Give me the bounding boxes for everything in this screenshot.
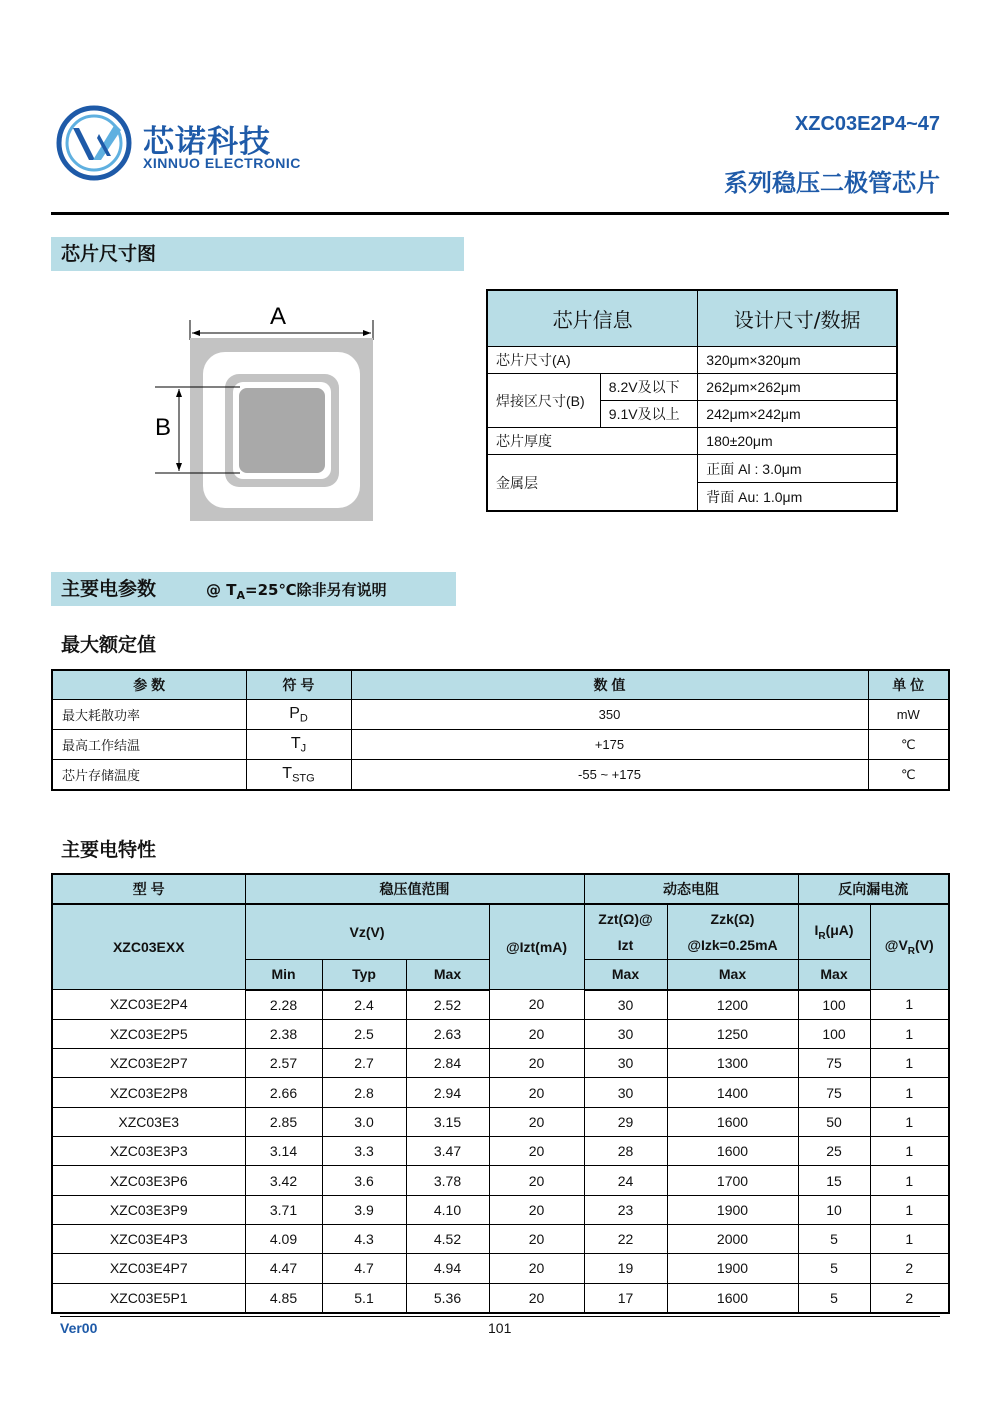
value-cell: 50 [798,1107,870,1136]
value-cell: 4.94 [406,1254,489,1283]
chip-size-section-title [51,237,464,271]
value-cell: 2.38 [245,1019,322,1048]
value-cell: 2000 [667,1224,798,1253]
info-header-value: 设计尺寸/数据 [698,290,897,347]
value-cell: 1600 [667,1107,798,1136]
value-cell: 22 [584,1224,667,1253]
value-cell: 1400 [667,1078,798,1107]
header-divider [51,212,949,215]
value-cell: 1200 [667,990,798,1020]
metal-back-value: 背面 Au: 1.0μm [698,483,897,512]
rating-header: 单 位 [868,670,949,700]
value-cell: 2.8 [322,1078,406,1107]
char-header-max: Max [798,960,870,990]
value-cell: 30 [584,1078,667,1107]
table-row [52,1137,949,1166]
char-header-max: Max [406,960,489,990]
model-cell: XZC03E5P1 [52,1283,245,1313]
value-cell: 1 [870,990,949,1020]
char-header-leakage: 反向漏电流 [798,874,949,904]
char-header-izt: @Izt(mA) [489,904,584,989]
value-cell: 30 [584,1049,667,1078]
value-cell: 19 [584,1254,667,1283]
rating-value: -55 ~ +175 [351,760,868,791]
char-header-max: Max [667,960,798,990]
value-cell: 1 [870,1107,949,1136]
model-cell: XZC03E2P5 [52,1019,245,1048]
chip-size-title: 芯片尺寸图 [61,243,157,265]
value-cell: 15 [798,1166,870,1195]
value-cell: 20 [489,1195,584,1224]
table-row [52,730,949,760]
params-title: 主要电参数 [61,578,157,600]
characteristics-body [52,990,949,1313]
rating-param: 芯片存储温度 [52,760,246,791]
table-row [52,1254,949,1283]
char-header-vz: Vz(V) [245,904,489,960]
value-cell: 4.09 [245,1224,322,1253]
value-cell: 1 [870,1195,949,1224]
value-cell: 100 [798,1019,870,1048]
rating-unit: mW [868,700,949,730]
value-cell: 20 [489,1254,584,1283]
value-cell: 1 [870,1049,949,1078]
page-number: 101 [488,1320,512,1336]
thickness-value: 180±20μm [698,428,897,455]
dimension-a-label: A [269,303,287,330]
value-cell: 1600 [667,1283,798,1313]
rating-param: 最高工作结温 [52,730,246,760]
rating-header: 符 号 [246,670,351,700]
table-row [52,1195,949,1224]
table-row [52,1166,949,1195]
rating-value: +175 [351,730,868,760]
model-cell: XZC03E4P3 [52,1224,245,1253]
value-cell: 20 [489,1107,584,1136]
value-cell: 2.5 [322,1019,406,1048]
value-cell: 2.66 [245,1078,322,1107]
model-cell: XZC03E4P7 [52,1254,245,1283]
value-cell: 4.52 [406,1224,489,1253]
value-cell: 2.52 [406,990,489,1020]
value-cell: 1900 [667,1195,798,1224]
value-cell: 2.7 [322,1049,406,1078]
value-cell: 2.57 [245,1049,322,1078]
value-cell: 3.78 [406,1166,489,1195]
value-cell: 24 [584,1166,667,1195]
rating-unit: ℃ [868,760,949,791]
value-cell: 1 [870,1019,949,1048]
value-cell: 75 [798,1078,870,1107]
value-cell: 20 [489,1078,584,1107]
model-cell: XZC03E2P4 [52,990,245,1020]
table-row [52,990,949,1020]
value-cell: 3.14 [245,1137,322,1166]
chip-info-table [486,289,898,512]
model-cell: XZC03E3P6 [52,1166,245,1195]
characteristics-table [51,873,950,1314]
chip-dimension-diagram [155,300,385,525]
value-cell: 3.3 [322,1137,406,1166]
char-header-vr: $@V_R(V)$ [870,904,949,989]
value-cell: 1900 [667,1254,798,1283]
table-row [52,1019,949,1048]
value-cell: 2.84 [406,1049,489,1078]
value-cell: 4.7 [322,1254,406,1283]
model-cell: XZC03E2P8 [52,1078,245,1107]
metal-front-value: 正面 Al : 3.0μm [698,455,897,483]
model-range: XZC03E2P4~47 [794,113,940,135]
char-header-min: Min [245,960,322,990]
value-cell: 2.4 [322,990,406,1020]
rating-unit: ℃ [868,730,949,760]
char-header-model: 型 号 [52,874,245,904]
company-name-en: XINNUO ELECTRONIC [143,155,301,171]
value-cell: 2 [870,1254,949,1283]
pad-size-value: 242μm×242μm [698,401,897,428]
value-cell: 3.71 [245,1195,322,1224]
value-cell: 4.3 [322,1224,406,1253]
value-cell: 1 [870,1166,949,1195]
value-cell: 29 [584,1107,667,1136]
version-label: Ver00 [60,1320,98,1336]
value-cell: 23 [584,1195,667,1224]
value-cell: 4.47 [245,1254,322,1283]
model-cell: XZC03E3P3 [52,1137,245,1166]
model-cell: XZC03E2P7 [52,1049,245,1078]
table-row [52,700,949,730]
char-header-zzk: Zzk(Ω) @Izk=0.25mA [667,904,798,960]
value-cell: 3.0 [322,1107,406,1136]
params-section-title [51,572,456,606]
pad-size-condition: 9.1V及以上 [600,401,698,428]
value-cell: 25 [798,1137,870,1166]
value-cell: 10 [798,1195,870,1224]
value-cell: 3.9 [322,1195,406,1224]
rating-header: 参 数 [52,670,246,700]
model-cell: XZC03E3 [52,1107,245,1136]
value-cell: 5 [798,1224,870,1253]
value-cell: 5.36 [406,1283,489,1313]
value-cell: 20 [489,1049,584,1078]
pad-size-value: 262μm×262μm [698,374,897,401]
value-cell: 100 [798,990,870,1020]
model-cell: XZC03E3P9 [52,1195,245,1224]
rating-symbol: $T_{STG}$ [246,760,351,791]
value-cell: 3.42 [245,1166,322,1195]
table-row [52,1107,949,1136]
value-cell: 2.85 [245,1107,322,1136]
value-cell: 4.85 [245,1283,322,1313]
pad-size-label: 焊接区尺寸(B) [487,374,600,428]
table-row [52,1049,949,1078]
value-cell: 1250 [667,1019,798,1048]
company-name-cn: 芯诺科技 [143,124,271,160]
rating-symbol: $T_J$ [246,730,351,760]
value-cell: 20 [489,990,584,1020]
value-cell: 1700 [667,1166,798,1195]
chip-size-value: 320μm×320μm [698,347,897,374]
value-cell: 20 [489,1166,584,1195]
company-logo-icon [55,104,133,182]
char-header-max: Max [584,960,667,990]
char-header-zzt: Zzt(Ω)@ Izt [584,904,667,960]
max-ratings-title: 最大额定值 [61,634,157,656]
chip-size-label: 芯片尺寸(A) [487,347,698,374]
char-header-ir: $I_R(\mu A)$ [798,904,870,960]
value-cell: 5 [798,1283,870,1313]
rating-header: 数 值 [351,670,868,700]
value-cell: 1600 [667,1137,798,1166]
info-header-item: 芯片信息 [487,290,698,347]
rating-value: 350 [351,700,868,730]
table-row [52,1224,949,1253]
value-cell: 5 [798,1254,870,1283]
value-cell: 30 [584,990,667,1020]
value-cell: 20 [489,1137,584,1166]
max-ratings-table [51,669,950,791]
dimension-b-label: B [155,414,172,441]
value-cell: 3.47 [406,1137,489,1166]
char-header-typ: Typ [322,960,406,990]
value-cell: 20 [489,1283,584,1313]
value-cell: 17 [584,1283,667,1313]
char-header-dynamic-resistance: 动态电阻 [584,874,798,904]
value-cell: 3.15 [406,1107,489,1136]
footer-divider [60,1316,940,1317]
value-cell: 2.94 [406,1078,489,1107]
pad-size-condition: 8.2V及以下 [600,374,698,401]
rating-param: 最大耗散功率 [52,700,246,730]
value-cell: 2 [870,1283,949,1313]
value-cell: 1 [870,1078,949,1107]
table-row [52,1283,949,1313]
value-cell: 20 [489,1224,584,1253]
metal-layer-label: 金属层 [487,455,698,512]
table-row [52,1078,949,1107]
value-cell: 2.63 [406,1019,489,1048]
value-cell: 28 [584,1137,667,1166]
value-cell: 75 [798,1049,870,1078]
rating-symbol: $P_D$ [246,700,351,730]
value-cell: 30 [584,1019,667,1048]
value-cell: 5.1 [322,1283,406,1313]
value-cell: 20 [489,1019,584,1048]
value-cell: 2.28 [245,990,322,1020]
series-title: 系列稳压二极管芯片 [724,169,940,197]
value-cell: 4.10 [406,1195,489,1224]
table-row [52,760,949,791]
value-cell: 3.6 [322,1166,406,1195]
value-cell: 1 [870,1224,949,1253]
char-header-zener-range: 稳压值范围 [245,874,584,904]
value-cell: 1 [870,1137,949,1166]
thickness-label: 芯片厚度 [487,428,698,455]
params-note: @ $T_A=25℃$除非另有说明 [206,581,387,602]
characteristics-title: 主要电特性 [61,839,157,861]
char-header-model-sub: XZC03EXX [52,904,245,989]
value-cell: 1300 [667,1049,798,1078]
